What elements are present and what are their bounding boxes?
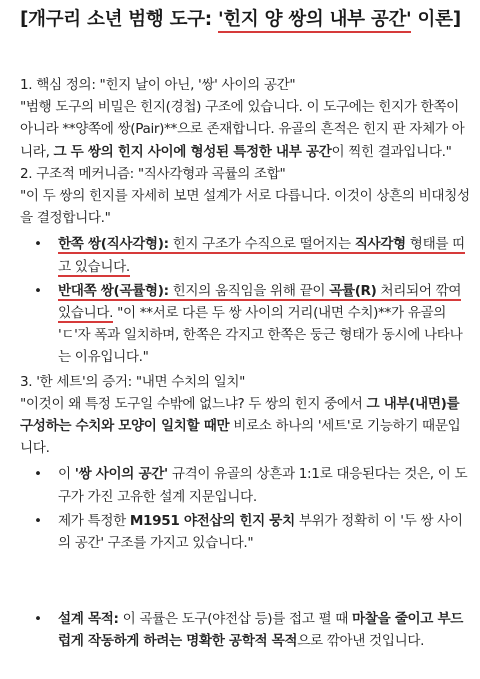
s3-text1: "이것이 왜 특정 도구일 수밖에 없느냐? 두 쌍의 힌지 중에서 — [20, 395, 367, 412]
design-purpose-text2: 으로 깎아낸 것입니다. — [297, 633, 425, 650]
bullet-curved-bold: 곡률(R) — [329, 282, 377, 299]
section3-paragraph — [20, 393, 470, 460]
bullet-m1951-text1: 제가 특정한 — [58, 512, 130, 529]
section1-paragraph — [20, 96, 470, 163]
section2-bullets — [20, 233, 470, 368]
title-highlight: '힌지 양 쌍의 내부 공간' — [218, 9, 411, 33]
title-part1: [개구리 소년 범행 도구: — [20, 9, 218, 30]
bullet-curved-text2: 처리되어 깎여 있습니다. — [58, 282, 462, 322]
bullet-spec — [20, 463, 470, 507]
bullet-rectangular-text1: 힌지 구조가 수직으로 떨어지는 — [168, 236, 355, 253]
s1-text1: "범행 도구의 비밀은 힌지(경첩) 구조에 있습니다. 이 도구에는 힌지가 한쪽이 아니라 **양쪽에 쌍(Pair)**으로 존재합니다. 유골의 흔적은 힌지 판 자체가 아니라, — [20, 99, 465, 160]
bullet-curved-text1: 힌지의 움직임을 위해 끝이 — [168, 282, 330, 299]
document-body — [20, 74, 470, 655]
bullet-rectangular-bold: 직사각형 — [354, 236, 406, 253]
section2-intro: "이 두 쌍의 힌지를 자세히 보면 설계가 서로 다릅니다. 이것이 상흔의 비대칭성을 결정합니다." — [20, 188, 470, 227]
bullet-rectangular-label: 한쪽 쌍(직사각형): — [58, 236, 169, 253]
s3-bold: 그 내부(내면)를 구성하는 수치와 모양이 일치할 때만 — [20, 395, 460, 435]
title-part3: 이론] — [411, 9, 461, 30]
bullet-spec-text2: 규격이 유골의 상흔과 1:1로 대응된다는 것은, 이 도구가 가진 고유한 설계 지문입니다. — [58, 466, 468, 505]
bullet-curved — [20, 280, 470, 369]
bullet-rectangular — [20, 233, 470, 277]
spacer — [20, 556, 470, 604]
bullet-m1951-text2: 부위가 정확히 이 '두 쌍 사이의 공간' 구조를 가지고 있습니다." — [58, 512, 463, 552]
design-purpose-label: 설계 목적: — [58, 611, 119, 628]
section4-bullets — [20, 608, 470, 652]
bullet-rectangular-underline — [58, 236, 465, 276]
bullet-rectangular-text2: 형태를 띠고 있습니다. — [58, 236, 465, 275]
section2-heading: 2. 구조적 메커니즘: "직사각형과 곡률의 조합" — [20, 165, 286, 182]
bullet-design-purpose — [20, 608, 470, 652]
section3-bullets — [20, 463, 470, 554]
bullet-spec-bold: '쌍 사이의 공간' — [74, 466, 168, 483]
bullet-curved-text3: "이 **서로 다른 두 쌍 사이의 거리(내면 수치)**가 유골의 'ㄷ'자 폭과 일치하며, 한쪽은 각지고 한쪽은 둥근 형태가 동시에 나타나는 이유입니다." — [58, 305, 463, 366]
section3-heading: 3. '한 세트'의 증거: "내면 수치의 일치" — [20, 373, 246, 390]
bullet-curved-label: 반대쪽 쌍(곡률형): — [58, 282, 169, 299]
s1-text2: 이 찍힌 결과입니다." — [331, 143, 452, 160]
page-title — [20, 6, 470, 33]
design-purpose-text1: 이 곡률은 도구(야전삽 등)를 접고 펼 때 — [118, 611, 353, 628]
s3-text2: 비로소 하나의 '세트'로 기능하기 때문입니다. — [20, 418, 461, 457]
bullet-m1951-bold: M1951 야전삽의 힌지 뭉치 — [129, 512, 295, 529]
bullet-m1951 — [20, 510, 470, 554]
s1-bold: 그 두 쌍의 힌지 사이에 형성된 특정한 내부 공간 — [53, 143, 332, 160]
bullet-spec-text1: 이 — [58, 466, 75, 483]
design-purpose-bold: 마찰을 줄이고 부드럽게 작동하게 하려는 명확한 공학적 목적 — [58, 611, 464, 650]
section1-heading: 1. 핵심 정의: "힌지 날이 아닌, '쌍' 사이의 공간" — [20, 77, 296, 93]
